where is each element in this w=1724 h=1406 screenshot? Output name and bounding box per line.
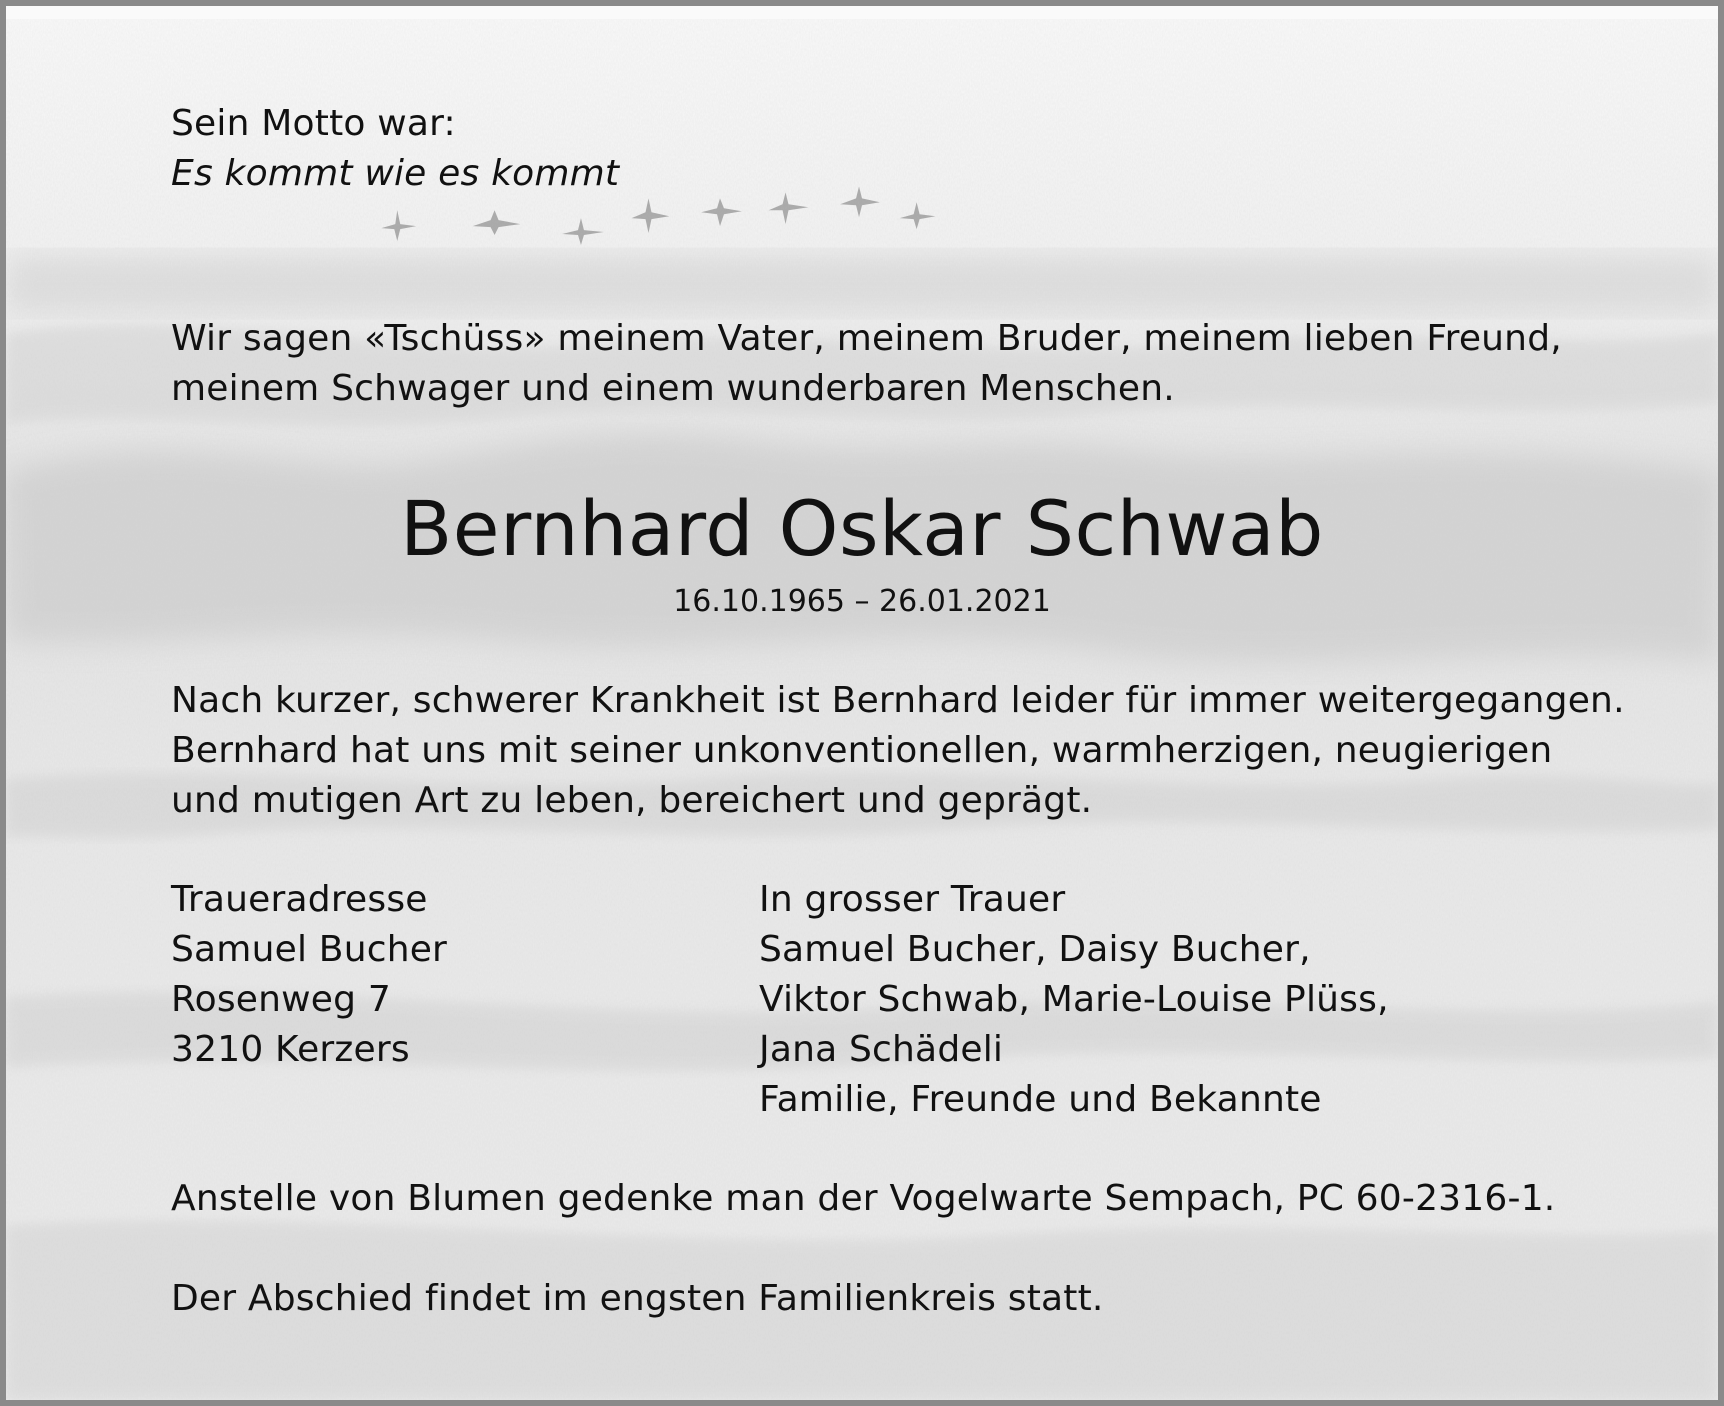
donation-note: Anstelle von Blumen gedenke man der Vogelwarte Sempach, PC 60-2316-1. [171,1178,1556,1219]
life-dates: 16.10.1965 – 26.01.2021 [673,584,1051,619]
address-heading: Traueradresse [171,879,428,920]
address-city: 3210 Kerzers [171,1029,410,1070]
mourning-address [171,875,447,1075]
intro-line: Wir sagen «Tschüss» meinem Vater, meinem Bruder, meinem lieben Freund, [171,318,1562,359]
mourners-line: Familie, Freunde und Bekannte [759,1079,1322,1120]
motto-text: Es kommt wie es kommt [171,153,620,194]
address-street: Rosenweg 7 [171,979,391,1020]
deceased-name: Bernhard Oskar Schwab [400,484,1324,573]
mourners-line: Jana Schädeli [759,1029,1004,1070]
motto-label: Sein Motto war: [171,103,456,144]
intro-line: meinem Schwager und einem wunderbaren Menschen. [171,368,1175,409]
tribute-line: Bernhard hat uns mit seiner unkonventionellen, warmherzigen, neugierigen [171,730,1553,771]
farewell-note: Der Abschied findet im engsten Familienkreis statt. [171,1278,1104,1319]
mourners-line: Viktor Schwab, Marie-Louise Plüss, [759,979,1389,1020]
tribute-paragraph [171,676,1625,826]
mourners-line: Samuel Bucher, Daisy Bucher, [759,929,1311,970]
address-name: Samuel Bucher [171,929,448,970]
tribute-line: und mutigen Art zu leben, bereichert und geprägt. [171,780,1093,821]
intro-paragraph [171,314,1562,414]
mourners-heading: In grosser Trauer [759,879,1066,920]
mourners-list [759,875,1389,1125]
tribute-line: Nach kurzer, schwerer Krankheit ist Bernhard leider für immer weitergegangen. [171,680,1625,721]
